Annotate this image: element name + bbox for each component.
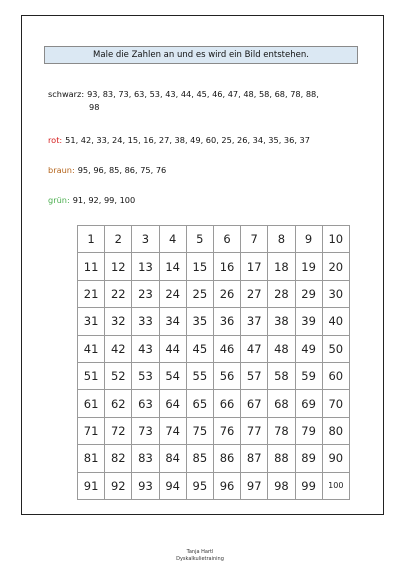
color-line-braun bbox=[48, 164, 353, 177]
grid-cell[interactable]: 73 bbox=[132, 417, 159, 444]
grid-cell[interactable]: 97 bbox=[241, 472, 268, 499]
grid-cell[interactable]: 91 bbox=[78, 472, 105, 499]
grid-cell[interactable]: 22 bbox=[105, 280, 132, 307]
grid-cell[interactable]: 26 bbox=[213, 280, 240, 307]
grid-cell[interactable]: 41 bbox=[78, 335, 105, 362]
grid-cell[interactable]: 75 bbox=[186, 417, 213, 444]
grid-cell[interactable]: 2 bbox=[105, 226, 132, 253]
grid-cell[interactable]: 64 bbox=[159, 390, 186, 417]
grid-cell[interactable]: 62 bbox=[105, 390, 132, 417]
grid-cell[interactable]: 65 bbox=[186, 390, 213, 417]
color-label-braun: braun: bbox=[48, 165, 75, 175]
grid-cell[interactable]: 74 bbox=[159, 417, 186, 444]
grid-cell[interactable]: 9 bbox=[295, 226, 322, 253]
grid-cell[interactable]: 86 bbox=[213, 445, 240, 472]
grid-cell[interactable]: 45 bbox=[186, 335, 213, 362]
color-numbers-gruen: 91, 92, 99, 100 bbox=[72, 195, 136, 205]
color-numbers-braun: 95, 96, 85, 86, 75, 76 bbox=[77, 165, 167, 175]
grid-cell[interactable]: 3 bbox=[132, 226, 159, 253]
grid-row bbox=[78, 390, 350, 417]
color-line-schwarz bbox=[48, 88, 353, 114]
grid-cell[interactable]: 49 bbox=[295, 335, 322, 362]
grid-cell[interactable]: 81 bbox=[78, 445, 105, 472]
grid-cell[interactable]: 30 bbox=[322, 280, 349, 307]
grid-cell[interactable]: 85 bbox=[186, 445, 213, 472]
grid-cell[interactable]: 5 bbox=[186, 226, 213, 253]
grid-cell[interactable]: 14 bbox=[159, 253, 186, 280]
grid-cell[interactable]: 13 bbox=[132, 253, 159, 280]
grid-cell[interactable]: 87 bbox=[241, 445, 268, 472]
grid-cell[interactable]: 94 bbox=[159, 472, 186, 499]
grid-cell[interactable]: 95 bbox=[186, 472, 213, 499]
grid-cell[interactable]: 8 bbox=[268, 226, 295, 253]
grid-cell[interactable]: 78 bbox=[268, 417, 295, 444]
grid-cell[interactable]: 47 bbox=[241, 335, 268, 362]
grid-row bbox=[78, 253, 350, 280]
grid-row bbox=[78, 472, 350, 499]
grid-row bbox=[78, 417, 350, 444]
grid-cell[interactable]: 6 bbox=[213, 226, 240, 253]
color-label-schwarz: schwarz: bbox=[48, 89, 85, 99]
color-line-gruen bbox=[48, 194, 353, 207]
grid-cell[interactable]: 52 bbox=[105, 362, 132, 389]
grid-cell[interactable]: 68 bbox=[268, 390, 295, 417]
grid-cell[interactable]: 10 bbox=[322, 226, 349, 253]
grid-cell[interactable]: 59 bbox=[295, 362, 322, 389]
grid-cell[interactable]: 72 bbox=[105, 417, 132, 444]
grid-row bbox=[78, 335, 350, 362]
grid-cell[interactable]: 1 bbox=[78, 226, 105, 253]
grid-cell[interactable]: 63 bbox=[132, 390, 159, 417]
grid-cell[interactable]: 46 bbox=[213, 335, 240, 362]
grid-cell[interactable]: 98 bbox=[268, 472, 295, 499]
grid-cell[interactable]: 82 bbox=[105, 445, 132, 472]
grid-cell[interactable]: 39 bbox=[295, 308, 322, 335]
grid-cell[interactable]: 35 bbox=[186, 308, 213, 335]
grid-cell[interactable]: 60 bbox=[322, 362, 349, 389]
grid-cell[interactable]: 48 bbox=[268, 335, 295, 362]
grid-cell[interactable]: 31 bbox=[78, 308, 105, 335]
grid-cell[interactable]: 43 bbox=[132, 335, 159, 362]
color-numbers-schwarz: 93, 83, 73, 63, 53, 43, 44, 45, 46, 47, 48, 58, 68, 78, 88, bbox=[87, 89, 319, 99]
grid-cell[interactable]: 37 bbox=[241, 308, 268, 335]
grid-cell[interactable]: 21 bbox=[78, 280, 105, 307]
grid-cell[interactable]: 34 bbox=[159, 308, 186, 335]
color-numbers-schwarz-line2: 98 bbox=[89, 102, 100, 112]
grid-cell[interactable]: 84 bbox=[159, 445, 186, 472]
color-numbers-rot: 51, 42, 33, 24, 15, 16, 27, 38, 49, 60, 25, 26, 34, 35, 36, 37 bbox=[65, 135, 310, 145]
grid-cell[interactable]: 53 bbox=[132, 362, 159, 389]
grid-row bbox=[78, 362, 350, 389]
grid-cell[interactable]: 19 bbox=[295, 253, 322, 280]
grid-cell[interactable]: 93 bbox=[132, 472, 159, 499]
grid-cell[interactable]: 55 bbox=[186, 362, 213, 389]
grid-cell[interactable]: 42 bbox=[105, 335, 132, 362]
grid-cell[interactable]: 33 bbox=[132, 308, 159, 335]
grid-row bbox=[78, 226, 350, 253]
grid-cell[interactable]: 11 bbox=[78, 253, 105, 280]
grid-cell[interactable]: 80 bbox=[322, 417, 349, 444]
grid-cell[interactable]: 83 bbox=[132, 445, 159, 472]
grid-cell[interactable]: 71 bbox=[78, 417, 105, 444]
grid-cell[interactable]: 76 bbox=[213, 417, 240, 444]
grid-cell[interactable]: 90 bbox=[322, 445, 349, 472]
grid-cell[interactable]: 56 bbox=[213, 362, 240, 389]
grid-cell[interactable]: 100 bbox=[322, 472, 349, 499]
grid-row bbox=[78, 280, 350, 307]
grid-cell[interactable]: 25 bbox=[186, 280, 213, 307]
grid-cell[interactable]: 28 bbox=[268, 280, 295, 307]
grid-cell[interactable]: 99 bbox=[295, 472, 322, 499]
footer-subtitle: Dyskalkulietraining bbox=[176, 556, 224, 562]
footer-author: Tanja Hartl bbox=[186, 549, 214, 555]
grid-cell[interactable]: 23 bbox=[132, 280, 159, 307]
grid-cell[interactable]: 69 bbox=[295, 390, 322, 417]
grid-cell[interactable]: 40 bbox=[322, 308, 349, 335]
grid-cell[interactable]: 27 bbox=[241, 280, 268, 307]
grid-cell[interactable]: 96 bbox=[213, 472, 240, 499]
grid-cell[interactable]: 17 bbox=[241, 253, 268, 280]
grid-cell[interactable]: 20 bbox=[322, 253, 349, 280]
grid-cell[interactable]: 36 bbox=[213, 308, 240, 335]
grid-cell[interactable]: 70 bbox=[322, 390, 349, 417]
grid-cell[interactable]: 66 bbox=[213, 390, 240, 417]
grid-cell[interactable]: 4 bbox=[159, 226, 186, 253]
grid-cell[interactable]: 16 bbox=[213, 253, 240, 280]
grid-cell[interactable]: 29 bbox=[295, 280, 322, 307]
grid-cell[interactable]: 61 bbox=[78, 390, 105, 417]
color-line-rot bbox=[48, 134, 353, 147]
grid-cell[interactable]: 32 bbox=[105, 308, 132, 335]
grid-row bbox=[78, 445, 350, 472]
grid-cell[interactable]: 7 bbox=[241, 226, 268, 253]
grid-cell[interactable]: 44 bbox=[159, 335, 186, 362]
grid-cell[interactable]: 89 bbox=[295, 445, 322, 472]
color-label-gruen: grün: bbox=[48, 195, 70, 205]
grid-cell[interactable]: 57 bbox=[241, 362, 268, 389]
grid-cell[interactable]: 88 bbox=[268, 445, 295, 472]
grid-cell[interactable]: 15 bbox=[186, 253, 213, 280]
grid-cell[interactable]: 77 bbox=[241, 417, 268, 444]
grid-cell[interactable]: 38 bbox=[268, 308, 295, 335]
grid-cell[interactable]: 12 bbox=[105, 253, 132, 280]
grid-cell[interactable]: 18 bbox=[268, 253, 295, 280]
grid-cell[interactable]: 24 bbox=[159, 280, 186, 307]
grid-cell[interactable]: 67 bbox=[241, 390, 268, 417]
grid-cell[interactable]: 79 bbox=[295, 417, 322, 444]
grid-cell[interactable]: 50 bbox=[322, 335, 349, 362]
grid-cell[interactable]: 51 bbox=[78, 362, 105, 389]
instruction-box: Male die Zahlen an und es wird ein Bild entstehen. bbox=[44, 46, 358, 64]
grid-row bbox=[78, 308, 350, 335]
hundred-grid bbox=[77, 225, 350, 500]
grid-cell[interactable]: 92 bbox=[105, 472, 132, 499]
color-label-rot: rot: bbox=[48, 135, 63, 145]
grid-cell[interactable]: 58 bbox=[268, 362, 295, 389]
grid-cell[interactable]: 54 bbox=[159, 362, 186, 389]
